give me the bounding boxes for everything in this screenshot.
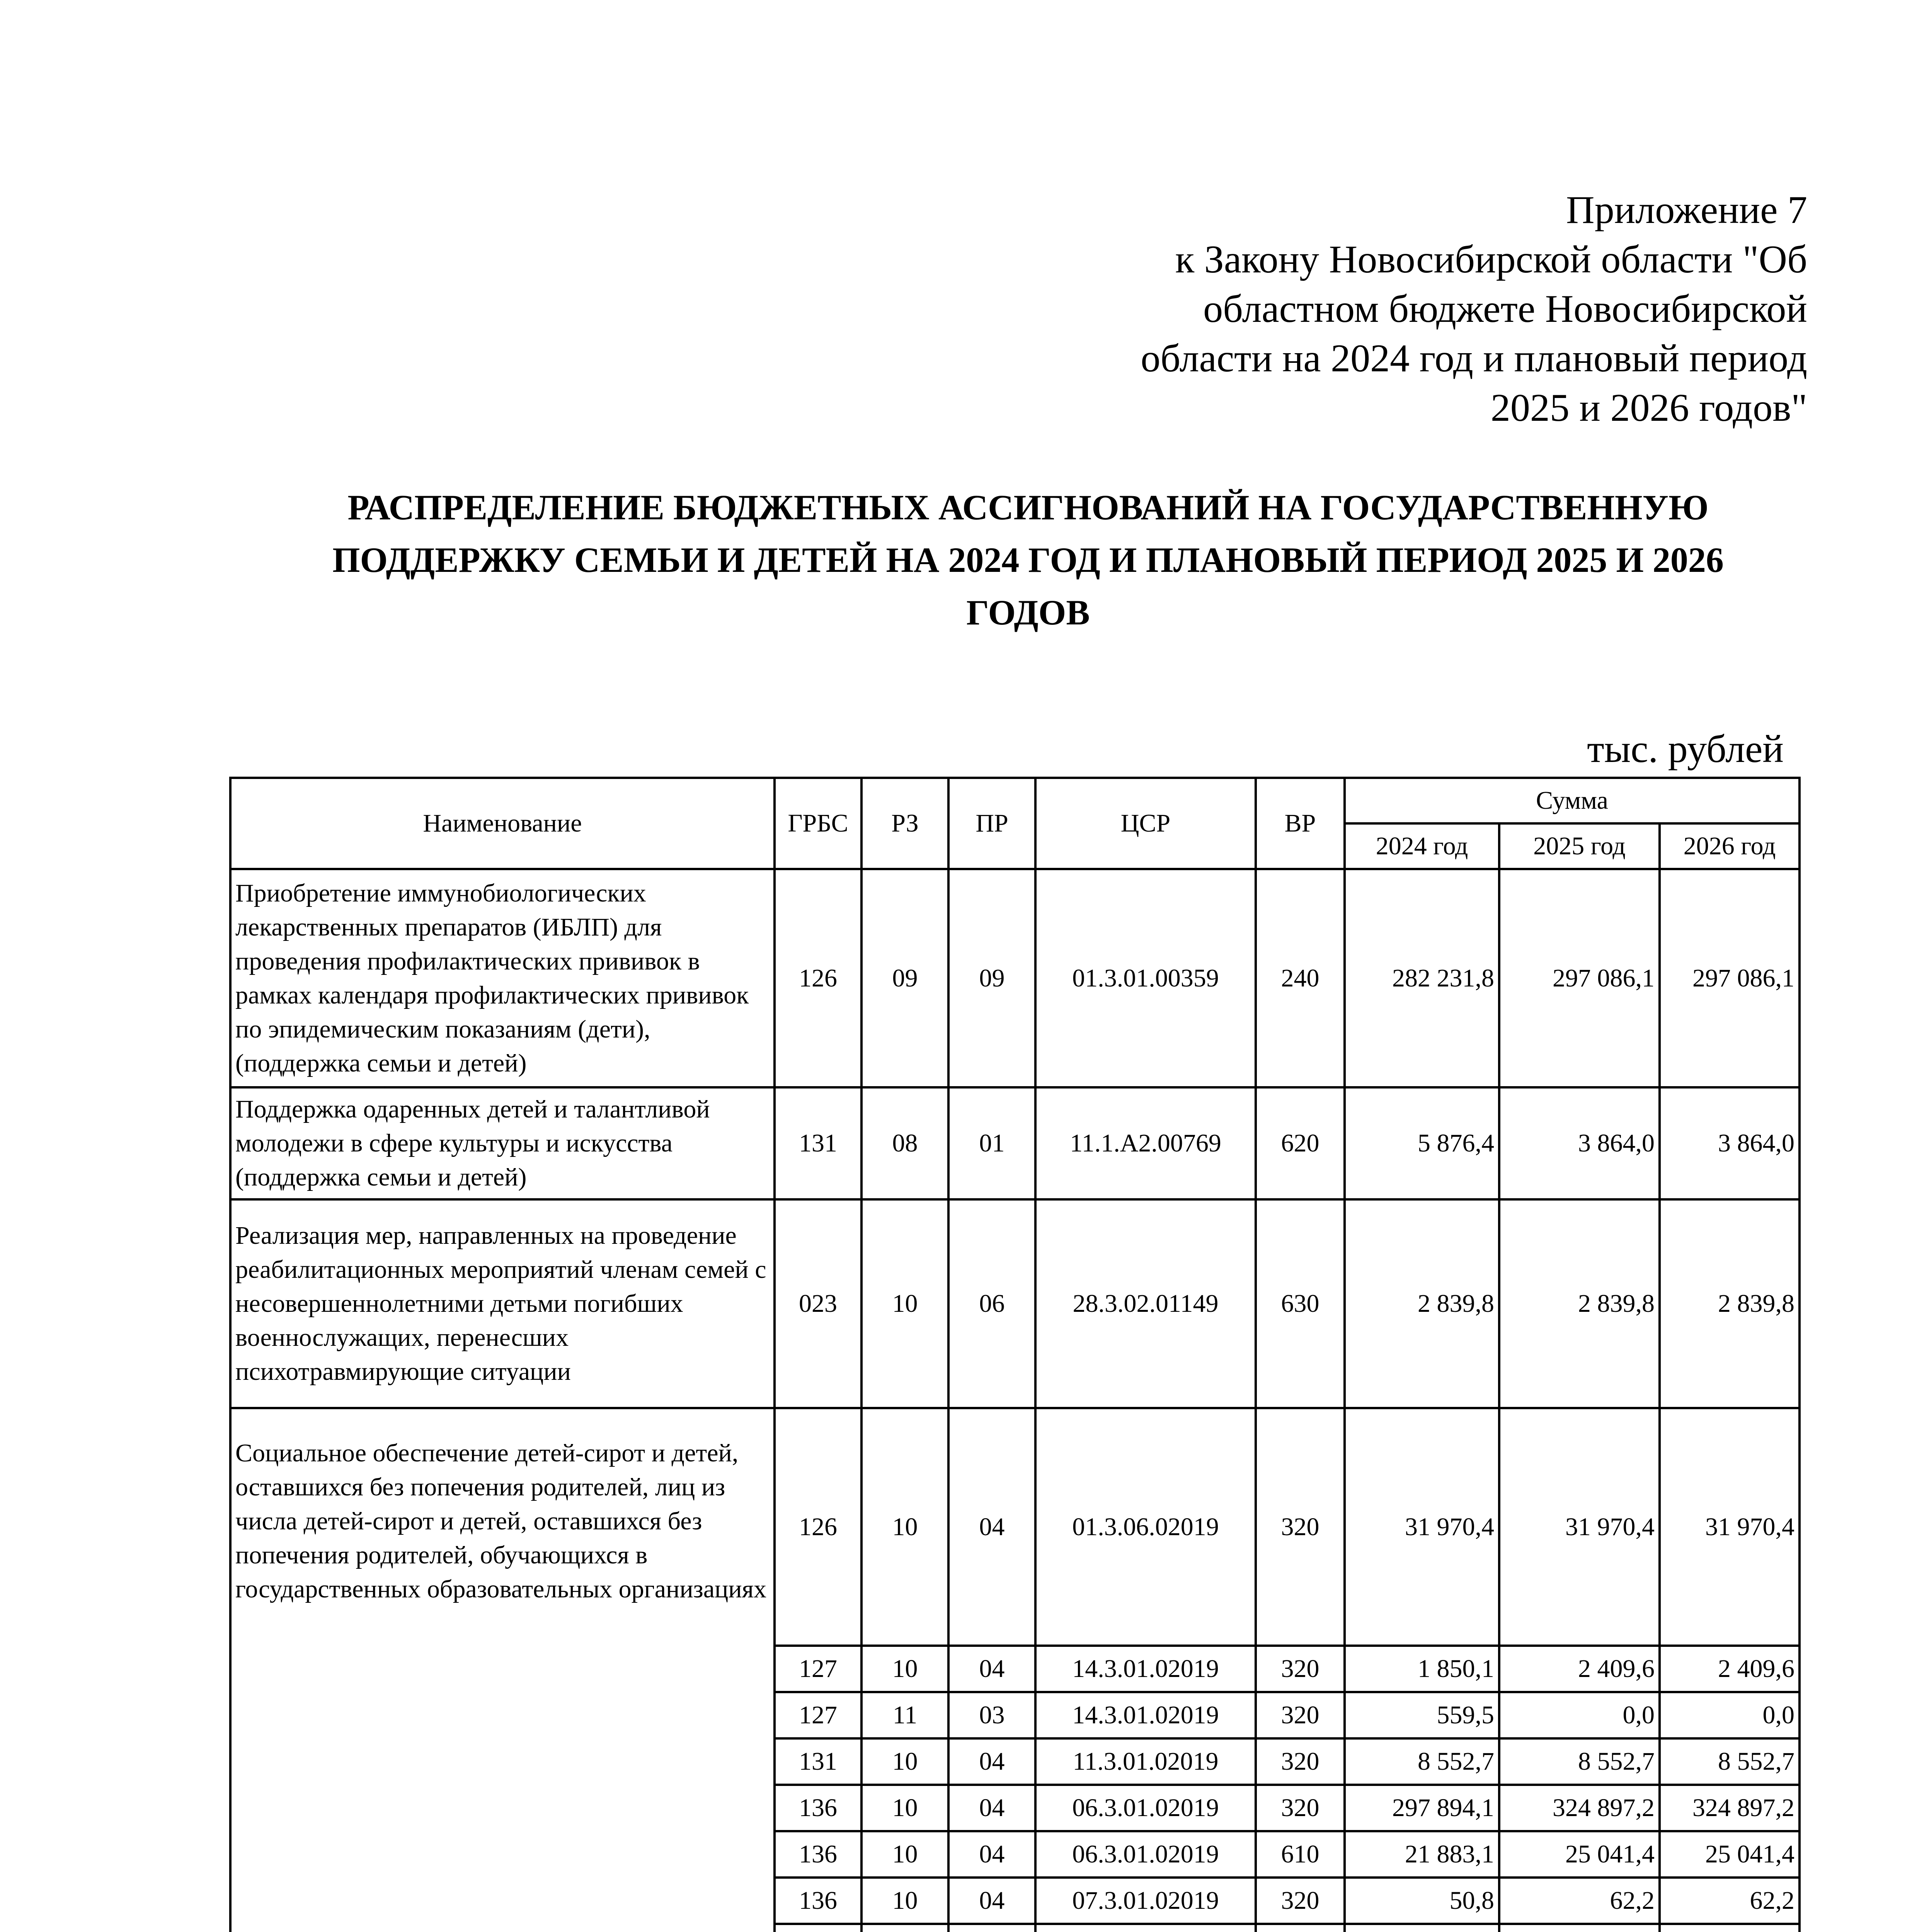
cell-rz (861, 1924, 948, 1932)
appendix-line: к Закону Новосибирской области "Об (1175, 238, 1807, 281)
cell-2024: 2 839,8 (1345, 1199, 1499, 1408)
cell-rz: 10 (861, 1408, 948, 1646)
cell-grbs: 131 (775, 1087, 861, 1199)
cell-vr: 320 (1256, 1878, 1345, 1924)
cell-pr: 04 (948, 1785, 1035, 1831)
header-sum: Сумма (1345, 778, 1800, 823)
cell-2025: 31 970,4 (1499, 1408, 1660, 1646)
row-name: Поддержка одаренных детей и талантливой молодежи в сфере культуры и искусства (поддержка семьи и детей) (230, 1087, 775, 1199)
cell-csr (1035, 1924, 1256, 1932)
cell-csr: 06.3.01.02019 (1035, 1785, 1256, 1831)
appendix-line: Приложение 7 (1566, 188, 1807, 232)
title-line: ПОДДЕРЖКУ СЕМЬИ И ДЕТЕЙ НА 2024 ГОД И ПЛАНОВЫЙ ПЕРИОД 2025 И 2026 (332, 540, 1724, 580)
budget-table (229, 777, 1801, 1932)
header-name: Наименование (230, 778, 775, 869)
cell-2025: 3 864,0 (1499, 1087, 1660, 1199)
cell-rz: 10 (861, 1738, 948, 1785)
cell-2025 (1499, 1924, 1660, 1932)
cell-2024: 5 876,4 (1345, 1087, 1499, 1199)
cell-csr: 11.1.А2.00769 (1035, 1087, 1256, 1199)
cell-2026: 324 897,2 (1660, 1785, 1800, 1831)
cell-csr: 14.3.01.02019 (1035, 1692, 1256, 1738)
cell-2024: 1 850,1 (1345, 1646, 1499, 1692)
header-2024: 2024 год (1345, 823, 1499, 869)
header-row (230, 778, 1800, 823)
cell-rz: 09 (861, 869, 948, 1087)
cell-rz: 08 (861, 1087, 948, 1199)
cell-vr: 630 (1256, 1199, 1345, 1408)
cell-2025: 2 409,6 (1499, 1646, 1660, 1692)
cell-rz: 10 (861, 1831, 948, 1878)
cell-pr: 04 (948, 1646, 1035, 1692)
cell-rz: 10 (861, 1878, 948, 1924)
header-2026: 2026 год (1660, 823, 1800, 869)
cell-grbs: 127 (775, 1692, 861, 1738)
header-csr: ЦСР (1035, 778, 1256, 869)
cell-2026: 2 839,8 (1660, 1199, 1800, 1408)
header-rz: РЗ (861, 778, 948, 869)
cell-vr: 610 (1256, 1831, 1345, 1878)
header-pr: ПР (948, 778, 1035, 869)
cell-2026: 2 409,6 (1660, 1646, 1800, 1692)
cell-grbs: 023 (775, 1199, 861, 1408)
table-row (230, 1087, 1800, 1199)
cell-vr: 320 (1256, 1692, 1345, 1738)
cell-vr: 620 (1256, 1087, 1345, 1199)
cell-grbs: 131 (775, 1738, 861, 1785)
cell-rz: 10 (861, 1199, 948, 1408)
cell-vr: 320 (1256, 1408, 1345, 1646)
appendix-reference (957, 185, 1807, 433)
cell-pr: 03 (948, 1692, 1035, 1738)
cell-rz: 10 (861, 1785, 948, 1831)
row-name: Социальное обеспечение детей-сирот и детей, оставшихся без попечения родителей, лиц из числа детей-сирот и детей, оставшихся без попечения родителей, обучающихся в государственных образовательных организациях (230, 1408, 775, 1932)
cell-2025: 0,0 (1499, 1692, 1660, 1738)
cell-2026: 62,2 (1660, 1878, 1800, 1924)
cell-pr: 04 (948, 1878, 1035, 1924)
cell-grbs: 136 (775, 1831, 861, 1878)
cell-vr: 320 (1256, 1646, 1345, 1692)
cell-grbs: 127 (775, 1646, 861, 1692)
cell-grbs: 136 (775, 1878, 861, 1924)
cell-grbs: 136 (775, 1785, 861, 1831)
cell-vr: 240 (1256, 869, 1345, 1087)
cell-pr: 04 (948, 1831, 1035, 1878)
cell-2026: 8 552,7 (1660, 1738, 1800, 1785)
cell-2024: 282 231,8 (1345, 869, 1499, 1087)
cell-2025: 324 897,2 (1499, 1785, 1660, 1831)
cell-vr: 320 (1256, 1785, 1345, 1831)
cell-2024: 21 883,1 (1345, 1831, 1499, 1878)
table-row (230, 869, 1800, 1087)
title-line: РАСПРЕДЕЛЕНИЕ БЮДЖЕТНЫХ АССИГНОВАНИЙ НА ГОСУДАРСТВЕННУЮ (347, 488, 1709, 527)
cell-csr: 14.3.01.02019 (1035, 1646, 1256, 1692)
header-vr: ВР (1256, 778, 1345, 869)
cell-2024: 31 970,4 (1345, 1408, 1499, 1646)
cell-2026: 25 041,4 (1660, 1831, 1800, 1878)
cell-pr: 04 (948, 1738, 1035, 1785)
cell-2024: 297 894,1 (1345, 1785, 1499, 1831)
cell-2024: 559,5 (1345, 1692, 1499, 1738)
row-name: Приобретение иммунобиологических лекарственных препаратов (ИБЛП) для проведения профилактических прививок в рамках календаря профилактических прививок по эпидемическим показаниям (дети), (поддержка семьи и детей) (230, 869, 775, 1087)
appendix-line: области на 2024 год и плановый период (1141, 337, 1807, 380)
cell-2026: 297 086,1 (1660, 869, 1800, 1087)
cell-pr: 04 (948, 1408, 1035, 1646)
cell-grbs: 126 (775, 1408, 861, 1646)
header-grbs: ГРБС (775, 778, 861, 869)
appendix-line: областном бюджете Новосибирской (1203, 287, 1807, 331)
cell-2025: 62,2 (1499, 1878, 1660, 1924)
appendix-line: 2025 и 2026 годов" (1490, 386, 1807, 430)
cell-csr: 01.3.06.02019 (1035, 1408, 1256, 1646)
cell-vr (1256, 1924, 1345, 1932)
table-row (230, 1199, 1800, 1408)
document-title (216, 481, 1840, 639)
cell-grbs (775, 1924, 861, 1932)
cell-2025: 8 552,7 (1499, 1738, 1660, 1785)
cell-csr: 11.3.01.02019 (1035, 1738, 1256, 1785)
cell-2024 (1345, 1924, 1499, 1932)
cell-csr: 01.3.01.00359 (1035, 869, 1256, 1087)
cell-pr: 06 (948, 1199, 1035, 1408)
row-name: Реализация мер, направленных на проведение реабилитационных мероприятий членам семей с несовершеннолетними детьми погибших военнослужащих, перенесших психотравмирующие ситуации (230, 1199, 775, 1408)
cell-vr: 320 (1256, 1738, 1345, 1785)
cell-2024: 8 552,7 (1345, 1738, 1499, 1785)
cell-2025: 25 041,4 (1499, 1831, 1660, 1878)
cell-rz: 11 (861, 1692, 948, 1738)
units-label: тыс. рублей (1587, 727, 1784, 771)
table-row (230, 1408, 1800, 1646)
cell-pr: 01 (948, 1087, 1035, 1199)
cell-2025: 2 839,8 (1499, 1199, 1660, 1408)
cell-pr (948, 1924, 1035, 1932)
cell-csr: 28.3.02.01149 (1035, 1199, 1256, 1408)
cell-pr: 09 (948, 869, 1035, 1087)
cell-2026: 0,0 (1660, 1692, 1800, 1738)
cell-2026: 3 864,0 (1660, 1087, 1800, 1199)
cell-2024: 50,8 (1345, 1878, 1499, 1924)
cell-2026: 31 970,4 (1660, 1408, 1800, 1646)
header-2025: 2025 год (1499, 823, 1660, 869)
cell-rz: 10 (861, 1646, 948, 1692)
cell-grbs: 126 (775, 869, 861, 1087)
cell-csr: 07.3.01.02019 (1035, 1878, 1256, 1924)
title-line: ГОДОВ (966, 593, 1090, 632)
cell-2026 (1660, 1924, 1800, 1932)
cell-2025: 297 086,1 (1499, 869, 1660, 1087)
cell-csr: 06.3.01.02019 (1035, 1831, 1256, 1878)
